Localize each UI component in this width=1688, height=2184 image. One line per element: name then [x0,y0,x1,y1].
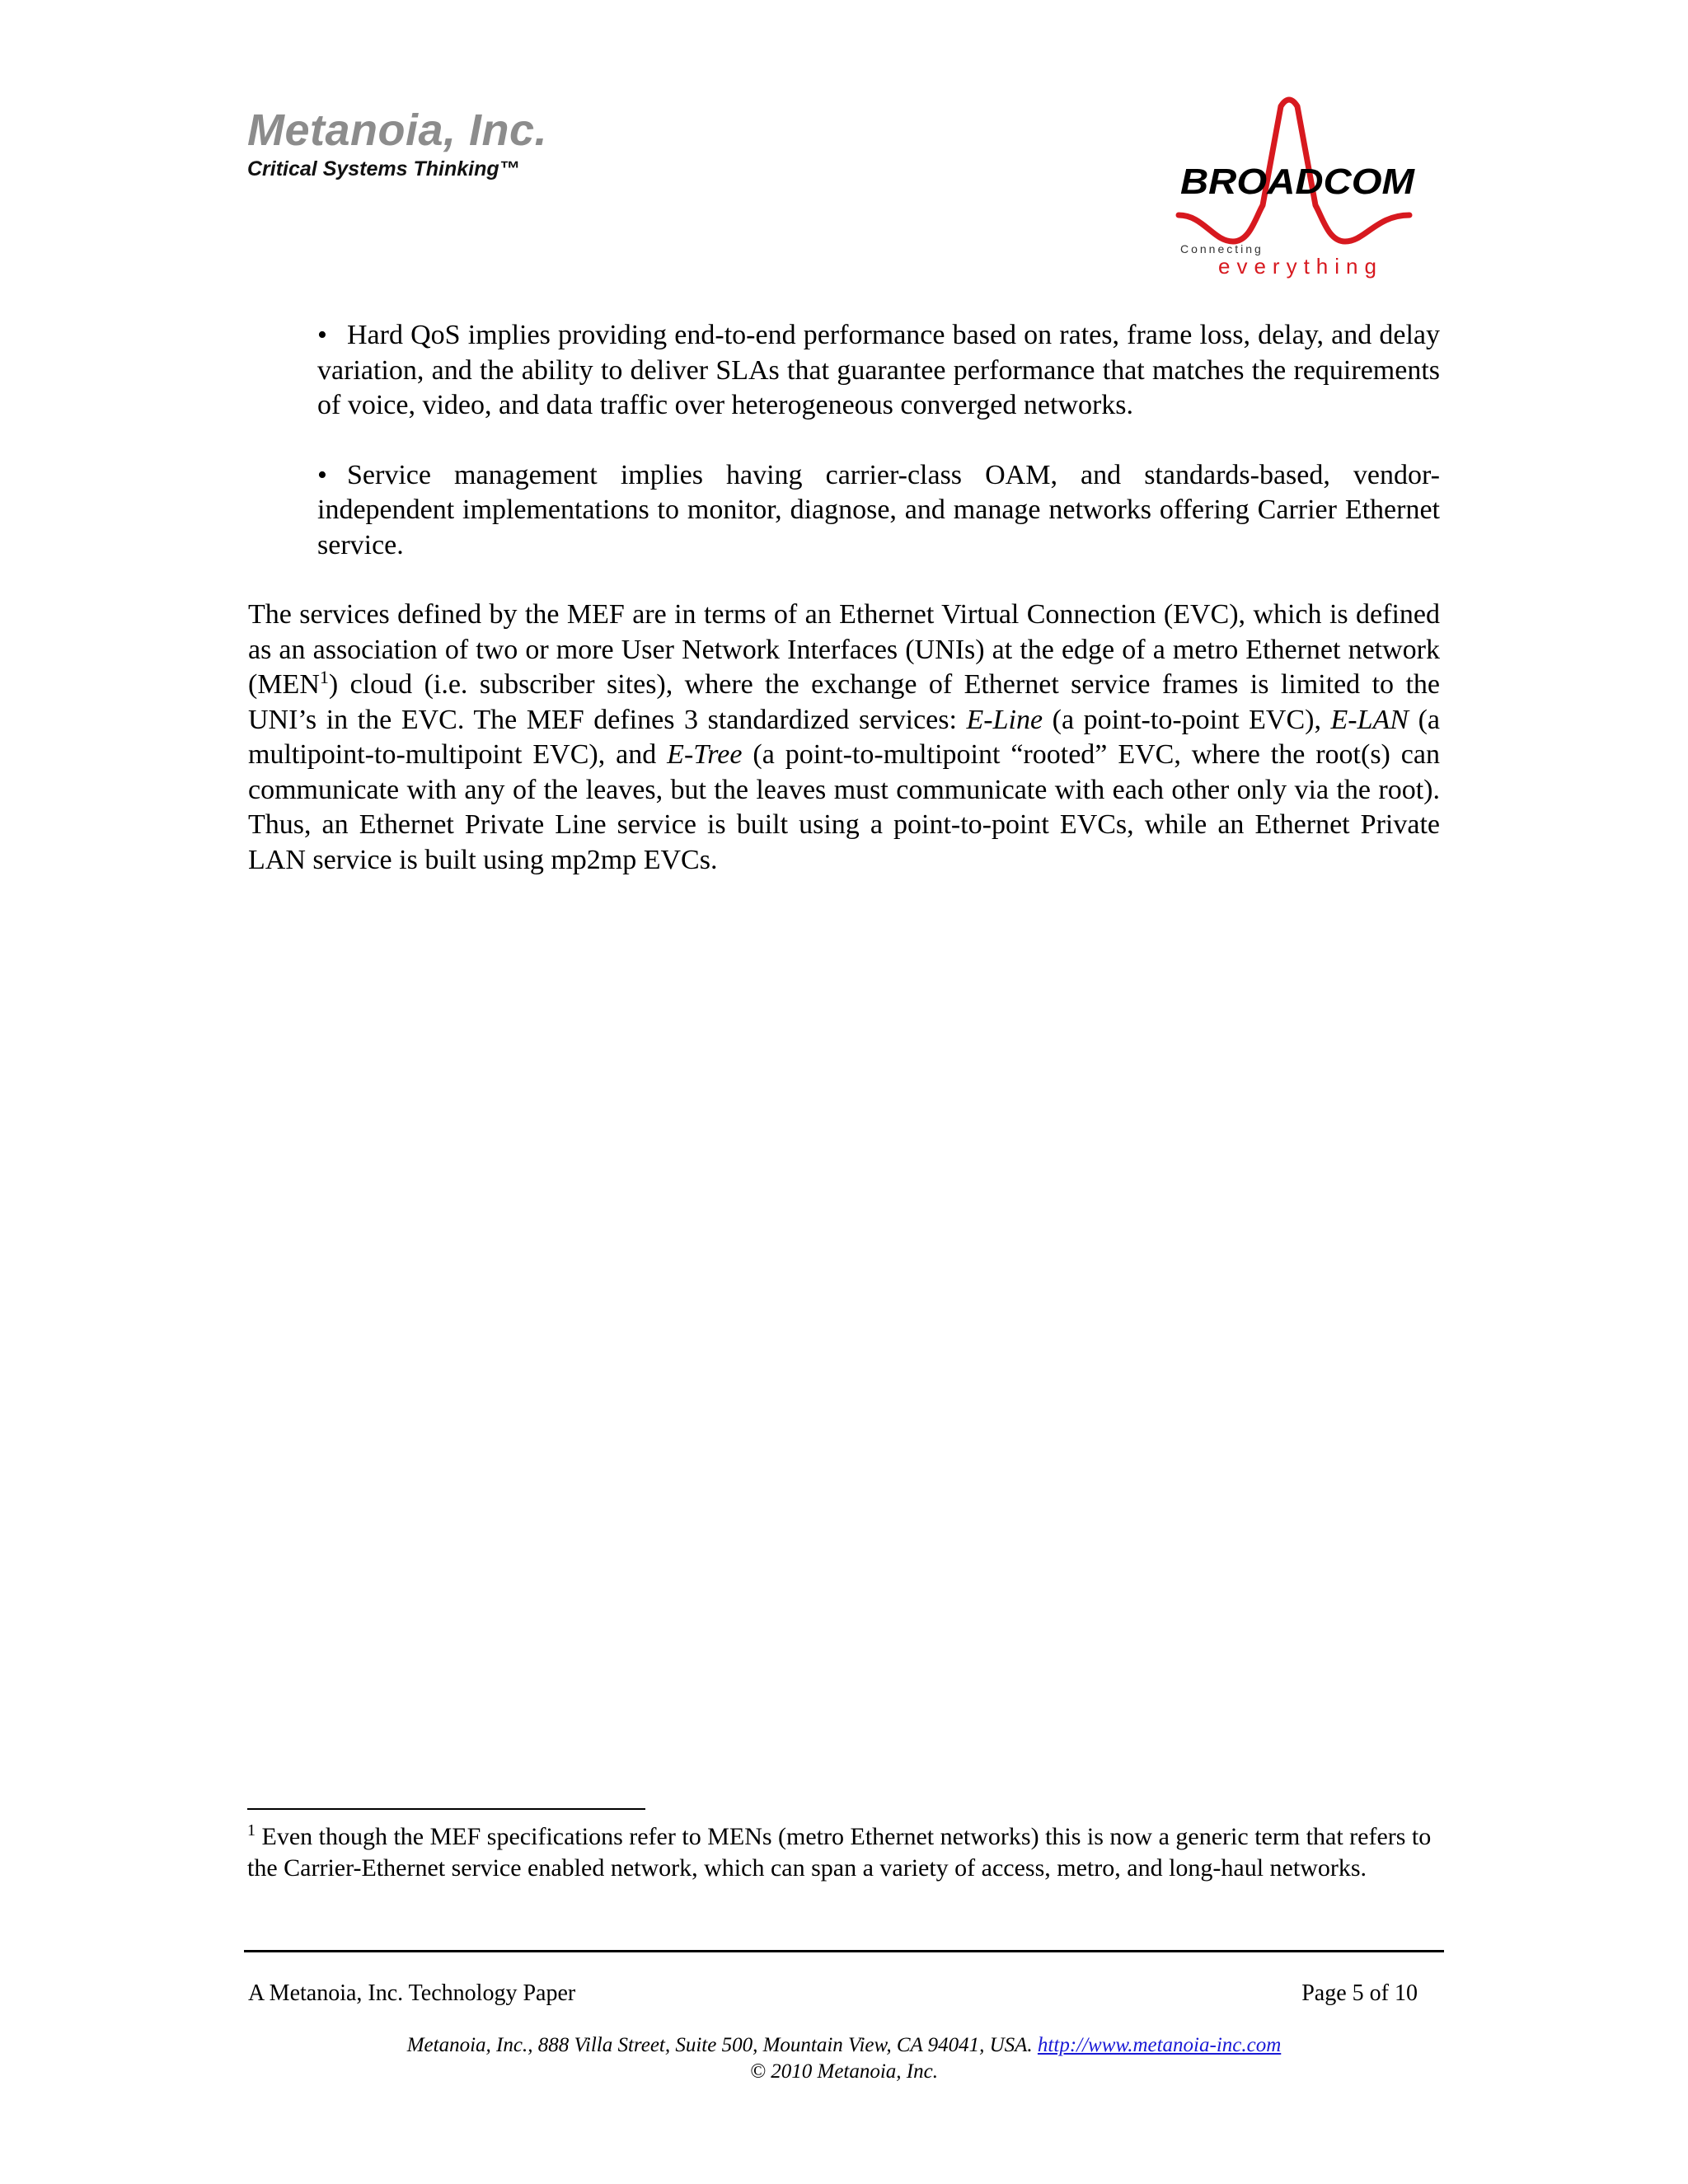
paragraph-text: The services defined by the MEF are in terms of an Ethernet Virtual Connection (EVC), which is defined as an association of two or more User Network Interfaces (UNIs) at the edge of a metro Ethernet network (MEN [248,599,1440,700]
company-tagline: Critical Systems Thinking™ [247,157,520,180]
broadcom-wordmark: BROADCOM [1180,162,1416,202]
bullet-icon: • [317,320,327,350]
term-e-lan: E-LAN [1330,704,1409,735]
bullet-text: Hard QoS implies providing end-to-end performance based on rates, frame loss, delay, and delay variation, and the ability to deliver SLAs that guarantee performance that matches the requirements of voice, video, and data traffic over heterogeneous converged networks. [317,320,1440,420]
paragraph-text: ) cloud (i.e. subscriber sites), where the exchange of Ethernet service frames is limited to the UNI’s in the EVC. The MEF defines 3 standardized services: [248,669,1440,735]
term-e-line: E-Line [966,704,1043,735]
main-content [248,318,1440,878]
bullet-text: Service management implies having carrier-class OAM, and standards-based, vendor-independent implementations to monitor, diagnose, and manage networks offering Carrier Ethernet service. [317,459,1440,560]
company-name: Metanoia, Inc. [247,105,548,155]
broadcom-tagline-top: Connecting [1180,242,1264,255]
footnote [247,1821,1434,1884]
footer-paper-title: A Metanoia, Inc. Technology Paper [248,1980,576,2006]
bullet-hard-qos [317,318,1440,424]
paragraph-text: (a multipoint-to-multipoint EVC), and [248,704,1440,770]
footnote-text: Even though the MEF specifications refer to MENs (metro Ethernet networks) this is now a generic term that refers to the Carrier-Ethernet service enabled network, which can span a variety of access, metro, and long-haul networks. [247,1823,1432,1882]
bullet-icon: • [317,459,327,490]
broadcom-tagline-bottom: everything [1218,254,1383,279]
address-text: Metanoia, Inc., 888 Villa Street, Suite 500, Mountain View, CA 94041, USA. [406,2034,1038,2056]
footnote-reference[interactable]: 1 [319,667,329,687]
term-e-tree: E-Tree [667,739,743,770]
footnote-number: 1 [247,1821,256,1840]
website-link[interactable]: http://www.metanoia-inc.com [1037,2034,1282,2056]
footer-divider [244,1950,1444,1952]
body-paragraph [248,598,1440,878]
copyright: © 2010 Metanoia, Inc. [750,2060,938,2083]
company-logo [247,105,547,181]
paragraph-text: (a point-to-point EVC), [1043,704,1331,735]
bullet-service-management [317,458,1440,564]
footnote-separator [247,1808,645,1810]
page-number: Page 5 of 10 [1301,1980,1418,2006]
footer-address [0,2032,1688,2058]
broadcom-logo [1170,95,1442,293]
paragraph-text: (a point-to-multipoint “rooted” EVC, where the root(s) can communicate with any of the leaves, but the leaves must communicate with each other only via the root). Thus, an Ethernet Private Line service is built using a point-to-point EVCs, while an Ethernet Private LAN service is built using mp2mp EVCs. [248,739,1440,875]
